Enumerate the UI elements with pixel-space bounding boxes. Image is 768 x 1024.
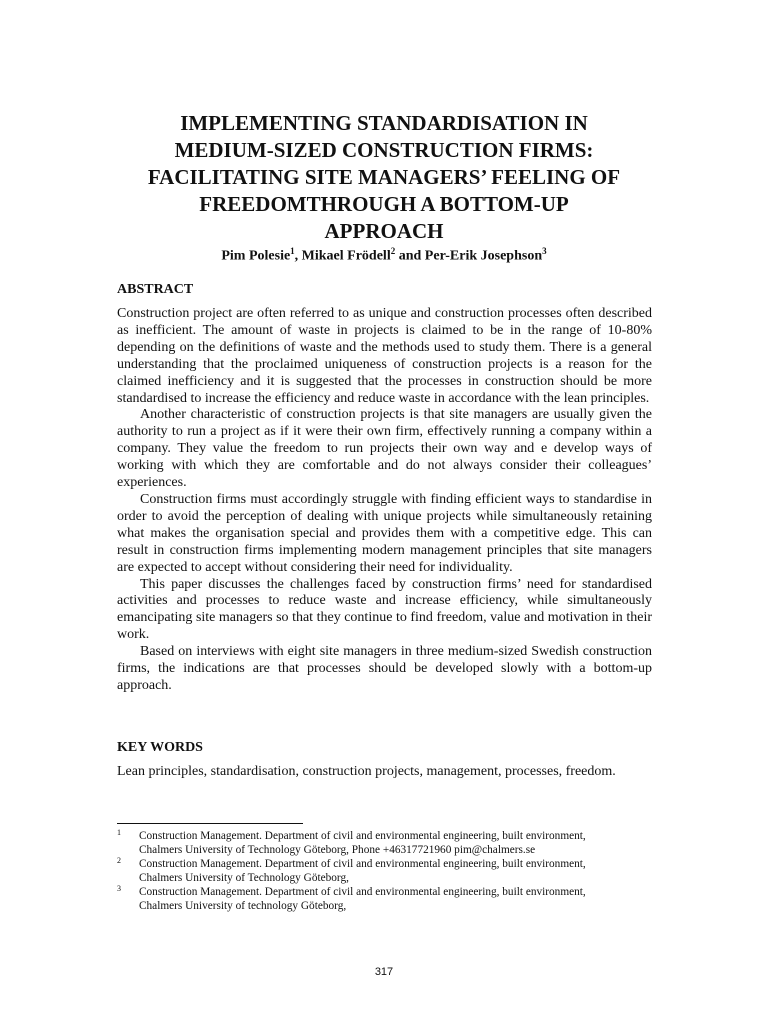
footnote-number: 1: [117, 828, 121, 837]
footnote: [117, 857, 652, 885]
footnote-divider: [117, 823, 303, 824]
title-line: FREEDOMTHROUGH A BOTTOM-UP: [199, 192, 569, 216]
title-line: MEDIUM-SIZED CONSTRUCTION FIRMS:: [174, 138, 594, 162]
footnote-number: 3: [117, 884, 121, 893]
author-affiliation-marker: 3: [542, 246, 547, 256]
abstract-heading: ABSTRACT: [117, 282, 194, 297]
footnotes: [117, 829, 652, 913]
author-name: Pim Polesie: [221, 248, 291, 264]
keywords-heading: KEY WORDS: [117, 740, 203, 755]
paper-title: [100, 110, 668, 245]
keywords-body: [117, 764, 652, 781]
abstract-paragraph: Construction project are often referred to as unique and construction processes often described as inefficient. The amount of waste in projects is claimed to be in the range of 10-80% depending on the definitions of waste and the methods used to study them. There is a general understanding that the proclaimed uniqueness of construction projects is a reason for the claimed inefficiency and it is suggested that the processes in construction should be more standardised to increase the efficiency and reduce waste in accordance with the lean principles.: [117, 306, 652, 406]
title-line: APPROACH: [324, 219, 444, 243]
title-line: IMPLEMENTING STANDARDISATION IN: [180, 111, 588, 135]
abstract-body: [117, 306, 652, 695]
footnote-number: 2: [117, 856, 121, 865]
page-number: 317: [374, 966, 394, 978]
footnote-line: Construction Management. Department of civil and environmental engineering, built environment,: [139, 858, 586, 870]
footnote: [117, 885, 652, 913]
footnote-line: Chalmers University of technology Göteborg,: [139, 900, 347, 912]
author-name: Mikael Frödell: [301, 248, 391, 264]
footnote: [117, 829, 652, 857]
keywords-text: Lean principles, standardisation, construction projects, management, processes, freedom.: [117, 764, 616, 779]
title-line: FACILITATING SITE MANAGERS’ FEELING OF: [147, 165, 621, 189]
author-separator: ,: [294, 248, 302, 264]
footnote-line: Chalmers University of Technology Göteborg, Phone +46317721960 pim@chalmers.se: [139, 844, 536, 856]
abstract-paragraph: Based on interviews with eight site managers in three medium-sized Swedish construction firms, the indications are that processes should be developed slowly with a bottom-up approach.: [117, 644, 652, 693]
author-name: Per-Erik Josephson: [424, 248, 543, 264]
footnote-line: Construction Management. Department of civil and environmental engineering, built environment,: [139, 830, 586, 842]
author-affiliation-marker: 2: [390, 246, 396, 256]
footnote-line: Chalmers University of Technology Göteborg,: [139, 872, 349, 884]
abstract-paragraph: Construction firms must accordingly struggle with finding efficient ways to standardise in order to avoid the perception of dealing with unique projects while simultaneously retaining what makes the organisation special and provides them with a competitive edge. This can result in construction firms implementing modern management principles that site managers are expected to accept without considering their need for individuality.: [117, 491, 652, 575]
footnote-line: Construction Management. Department of civil and environmental engineering, built environment,: [139, 886, 586, 898]
abstract-paragraph: Another characteristic of construction projects is that site managers are usually given the authority to run a project as if it were their own firm, effectively running a company within a company. They value the freedom to run projects their own way and e develop ways of working with which they are comfortable and do not always consider their colleagues’ experiences.: [117, 407, 652, 491]
author-list: [100, 246, 668, 265]
author-separator: and: [395, 248, 425, 264]
abstract-paragraph: This paper discusses the challenges faced by construction firms’ need for standardised activities and processes to reduce waste and increase efficiency, while simultaneously emancipating site managers so that they continue to find freedom, value and motivation in their work.: [117, 576, 652, 643]
author-affiliation-marker: 1: [290, 246, 295, 256]
